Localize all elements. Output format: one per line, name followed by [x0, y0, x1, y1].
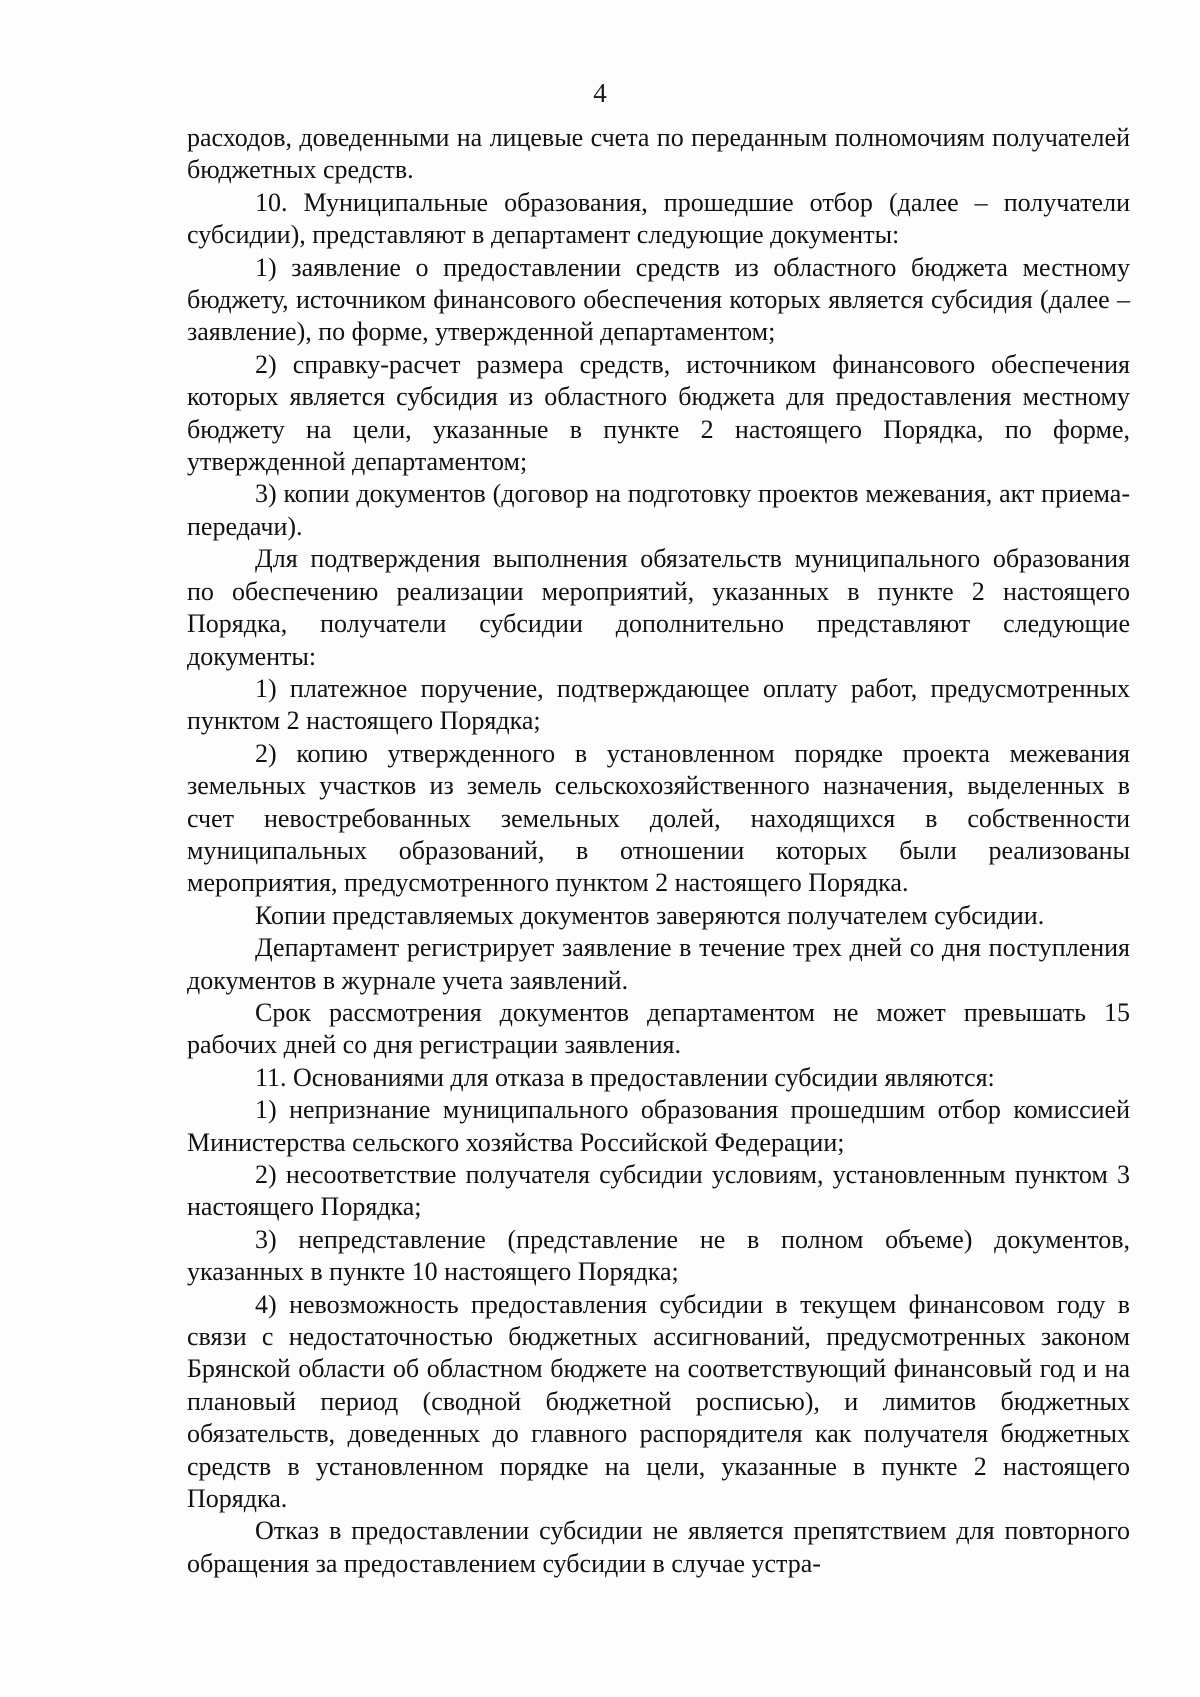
paragraph: Департамент регистрирует заявление в течение трех дней со дня поступления документов в журнале учета заявлений. [187, 933, 1130, 995]
paragraph: Копии представляемых документов заверяются получателем субсидии. [255, 900, 1045, 930]
paragraph: 1) платежное поручение, подтверждающее оплату работ, предусмотренных пунктом 2 настоящего Порядка; [187, 673, 1130, 736]
paragraph: 1) заявление о предоставлении средств из областного бюджета местному бюджету, источником финансового обеспечения которых является субсидия (далее – заявление), по форме, утвержденной департаментом; [187, 252, 1130, 347]
paragraph: Срок рассмотрения документов департаментом не может превышать 15 рабочих дней со дня регистрации заявления. [187, 997, 1130, 1060]
paragraph: 11. Основаниями для отказа в предоставлении субсидии являются: [255, 1062, 995, 1092]
paragraph: Отказ в предоставлении субсидии не является препятствием для повторного обращения за предоставлением субсидии в случае устра- [187, 1516, 1130, 1578]
paragraph: 1) непризнание муниципального образования прошедшим отбор комиссией Министерства сельского хозяйства Российской Федерации; [187, 1095, 1130, 1157]
paragraph: 10. Муниципальные образования, прошедшие отбор (далее – получатели субсидии), представляют в департамент следующие документы: [187, 187, 1130, 250]
paragraph: 2) несоответствие получателя субсидии условиям, установленным пунктом 3 настоящего Порядка; [187, 1160, 1130, 1222]
paragraph: 2) справку-расчет размера средств, источником финансового обеспечения которых является субсидия из областного бюджета для предоставления местному бюджету на цели, указанные в пункте 2 настоящего Порядка, по форме, утвержденной департаментом; [187, 349, 1130, 477]
paragraph: 3) копии документов (договор на подготовку проектов межевания, акт приема-передачи). [187, 479, 1130, 541]
document-body [187, 122, 1130, 1580]
paragraph: 4) невозможность предоставления субсидии в текущем финансовом году в связи с недостаточностью бюджетных ассигнований, предусмотренных законом Брянской области об областном бюджете на соответствующий финансовый год и на плановый период (сводной бюджетной росписью), и лимитов бюджетных обязательств, доведенных до главного распорядителя как получателя бюджетных средств в установленном порядке на цели, указанные в пункте 2 настоящего Порядка. [187, 1289, 1130, 1514]
page-number: 4 [593, 78, 607, 108]
paragraph: расходов, доведенными на лицевые счета по переданным полномочиям получателей бюджетных средств. [187, 123, 1130, 185]
paragraph: 3) непредставление (представление не в полном объеме) документов, указанных в пункте 10 настоящего Порядка; [187, 1224, 1130, 1287]
paragraph: Для подтверждения выполнения обязательств муниципального образования по обеспечению реализации мероприятий, указанных в пункте 2 настоящего Порядка, получатели субсидии дополнительно представляют следующие документы: [187, 544, 1130, 671]
paragraph: 2) копию утвержденного в установленном порядке проекта межевания земельных участков из земель сельскохозяйственного назначения, выделенных в счет невостребованных земельных долей, находящихся в собственности муниципальных образований, в отношении которых были реализованы мероприятия, предусмотренного пунктом 2 настоящего Порядка. [187, 738, 1130, 898]
